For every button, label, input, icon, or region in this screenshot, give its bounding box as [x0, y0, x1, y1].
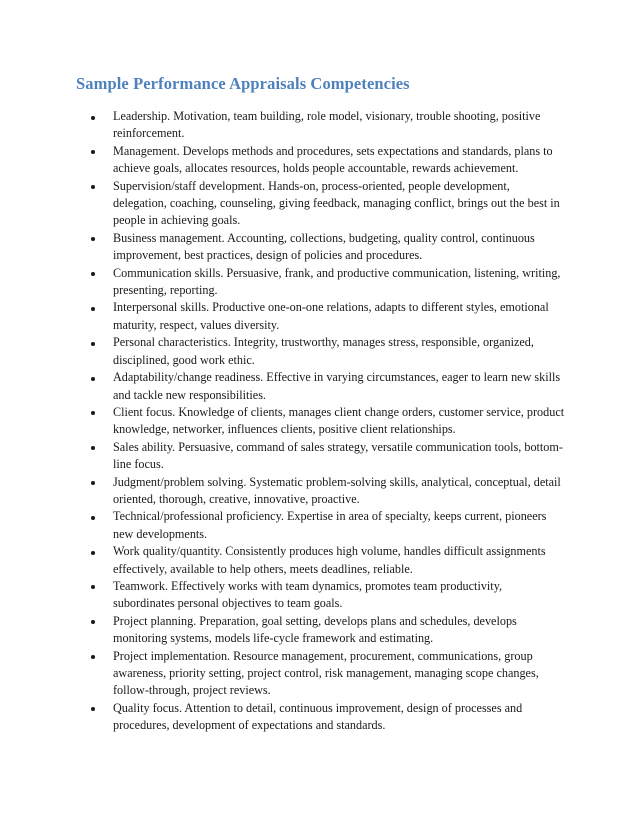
list-item	[0, 143, 565, 178]
bullet-icon	[91, 116, 95, 120]
bullet-icon	[91, 377, 95, 381]
list-item	[0, 613, 565, 648]
bullet-icon	[91, 446, 95, 450]
list-item-text: Work quality/quantity. Consistently produces high volume, handles difficult assignments effectively, available to help others, meets deadlines, reliable.	[113, 544, 546, 576]
list-item-text: Communication skills. Persuasive, frank, and productive communication, listening, writing, presenting, reporting.	[113, 265, 561, 298]
competency-list	[0, 108, 638, 735]
list-item	[0, 474, 565, 509]
list-item	[0, 404, 565, 439]
bullet-icon	[91, 585, 95, 589]
list-item-text: Sales ability. Persuasive, command of sales strategy, versatile communication tools, bottom-line focus.	[113, 439, 563, 472]
list-item-text: Supervision/staff development. Hands-on, process-oriented, people development, delegation, coaching, counseling, giving feedback, managing conflict, brings out the best in people in achieving goals.	[113, 178, 560, 228]
list-item-text: Personal characteristics. Integrity, trustworthy, manages stress, responsible, organized, disciplined, good work ethic.	[113, 335, 534, 367]
list-item-text: Project implementation. Resource management, procurement, communications, group awareness, priority setting, project control, risk management, managing scope changes, follow-through, project reviews.	[113, 648, 539, 698]
bullet-icon	[91, 655, 95, 659]
list-item	[0, 700, 565, 735]
list-item	[0, 543, 565, 578]
bullet-icon	[91, 185, 95, 189]
list-item	[0, 265, 565, 300]
list-item	[0, 439, 565, 474]
bullet-icon	[91, 481, 95, 485]
list-item-text: Interpersonal skills. Productive one-on-one relations, adapts to different styles, emotional maturity, respect, values diversity.	[113, 300, 549, 332]
bullet-icon	[91, 272, 95, 276]
bullet-icon	[91, 620, 95, 624]
bullet-icon	[91, 342, 95, 346]
bullet-icon	[91, 307, 95, 311]
list-item	[0, 230, 565, 265]
list-item	[0, 648, 565, 700]
list-item-text: Leadership. Motivation, team building, role model, visionary, trouble shooting, positive reinforcement.	[113, 109, 541, 141]
bullet-icon	[91, 150, 95, 154]
list-item-text: Business management. Accounting, collections, budgeting, quality control, continuous improvement, best practices, design of policies and procedures.	[113, 230, 535, 263]
list-item	[0, 369, 565, 404]
list-item	[0, 299, 565, 334]
list-item	[0, 178, 565, 230]
list-item	[0, 578, 565, 613]
page-title: Sample Performance Appraisals Competencies	[76, 74, 410, 93]
list-item	[0, 508, 565, 543]
list-item-text: Judgment/problem solving. Systematic problem-solving skills, analytical, conceptual, detail oriented, thorough, creative, innovative, proactive.	[113, 474, 561, 506]
list-item-text: Technical/professional proficiency. Expertise in area of specialty, keeps current, pioneers new developments.	[113, 509, 547, 541]
list-item-text: Management. Develops methods and procedures, sets expectations and standards, plans to achieve goals, allocates resources, holds people accountable, rewards achievement.	[113, 143, 553, 176]
list-item	[0, 108, 565, 143]
list-item-text: Adaptability/change readiness. Effective in varying circumstances, eager to learn new skills and tackle new responsibilities.	[113, 370, 561, 402]
bullet-icon	[91, 551, 95, 555]
list-item-text: Client focus. Knowledge of clients, manages client change orders, customer service, product knowledge, networker, influences clients, positive client relationships.	[113, 404, 565, 437]
list-item-text: Teamwork. Effectively works with team dynamics, promotes team productivity, subordinates personal objectives to team goals.	[113, 578, 503, 611]
bullet-icon	[91, 411, 95, 415]
bullet-icon	[91, 237, 95, 241]
list-item-text: Project planning. Preparation, goal setting, develops plans and schedules, develops monitoring systems, models life-cycle framework and estimating.	[113, 613, 517, 646]
bullet-icon	[91, 516, 95, 520]
bullet-icon	[91, 707, 95, 711]
list-item-text: Quality focus. Attention to detail, continuous improvement, design of processes and procedures, development of expectations and standards.	[113, 700, 523, 733]
list-item	[0, 334, 565, 369]
